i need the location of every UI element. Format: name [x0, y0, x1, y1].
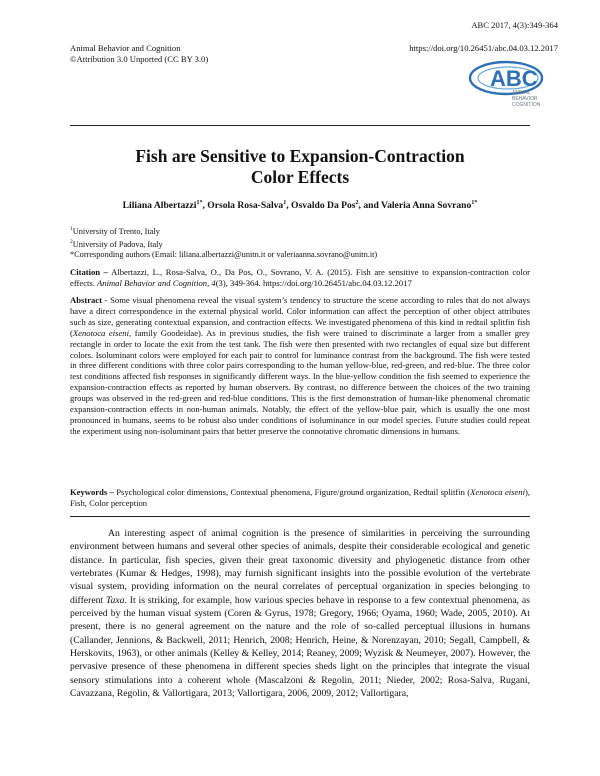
intro-text: An interesting aspect of animal cognition is the presence of similarities in perceiving the surrounding environment between humans and several other species of animals, despite their considerable ecological and genetic distance. In particular, fish species, given their great taxonomic diversity and phylogenetic distance from other vertebrates (Kumar & Hedges, 1998), may furnish significant insights into the possible evolution of the vertebrate visual system, providing information on the neural correlates of perceptual organization in species belonging to different [70, 528, 530, 606]
affiliation-text: University of Padova, Italy [72, 240, 163, 250]
author-affiliation-mark: 1* [471, 200, 478, 206]
abstract-text: - Some visual phenomena reveal the visual system’s tendency to structure the scene according to rules that do not always have a direct correspondence in the external physical world. Color information can affect the perception of other object attributes such as size, generating contextual expansion, and contraction effects. We investigated phenomena of this kind in redtail splitfin fish ( [70, 295, 530, 338]
title-line2: Color Effects [250, 167, 350, 187]
keywords-species: Xenotoca eiseni [470, 487, 525, 497]
keywords-text: Psychological color dimensions, Contextual phenomena, Figure/ground organization, Redtail splitfin ( [113, 487, 471, 497]
corresponding-authors: *Corresponding authors (Email: liliana.albertazzi@unitn.it or valeriaanna.sovrano@unitn.it) [70, 250, 378, 259]
abstract [70, 295, 530, 437]
affiliation-list [70, 224, 163, 251]
affiliation-mark: 2 [70, 239, 73, 246]
abstract-divider [70, 516, 530, 517]
journal-name: Animal Behavior and Cognition [70, 43, 181, 53]
doi-link[interactable]: https://doi.org/10.26451/abc.04.03.12.2017 [409, 43, 558, 53]
logo-line1: ANIMAL [512, 90, 531, 96]
paper-title [70, 146, 530, 188]
journal-reference: ABC 2017, 4(3):349-364 [471, 20, 558, 30]
author-separator: , [286, 200, 292, 212]
affiliation [70, 237, 163, 250]
intro-text-cont: . It is striking, for example, how various species behave in response to a few contextual phenomena, as perceived by the human visual system (Coren & Gyrus, 1978; Gregory, 1966; Oyama, 1960; Wade, 2005, 2010). At present, there is no general agreement on the nature and the role of so-called perceptual illusions in humans (Callander, Jennions, & Backwell, 2011; Henrich, 2008; Henrich, Heine, & Norenzayan, 2010; Segall, Campbell, & Herskovits, 1963), or other animals (Kelley & Kelley, 2014; Reaney, 2009; Wyzisk & Neumeyer, 2007). However, the pervasive presence of these phenomena in different species sheds light on the principles that integrate the visual sensory stimulations into a coherent whole (Mascalzoni & Regolin, 2011; Nieder, 2002; Rosa-Salva, Rugani, Cavazzana, Regolin, & Vallortigara, 2013; Vallortigara, 2006, 2009, 2012; Vallortigara, [70, 594, 530, 700]
header-divider [70, 125, 530, 126]
citation [70, 267, 530, 289]
logo-line2: BEHAVIOR [512, 96, 538, 102]
keywords-label: Keywords – [70, 487, 114, 497]
abstract-label: Abstract [70, 295, 102, 305]
logo-letters: ABC [490, 66, 538, 91]
intro-paragraph [70, 527, 530, 700]
affiliation [70, 224, 163, 237]
keywords [70, 487, 530, 509]
author-name: Valeria Anna Sovrano [381, 200, 472, 212]
title-line1: Fish are Sensitive to Expansion-Contraction [135, 146, 465, 166]
author-name: Osvaldo Da Pos [291, 200, 356, 212]
citation-label: Citation – [70, 267, 108, 277]
author-separator: , and [358, 200, 382, 212]
intro-taxa: Taxa [106, 594, 125, 606]
affiliation-text: University of Trento, Italy [72, 226, 160, 236]
author-separator: , [202, 200, 208, 212]
citation-journal: Animal Behavior and Cognition, 4 [97, 277, 216, 288]
abc-logo [468, 56, 560, 112]
keywords-text-cont: ), Fish, Color perception [70, 487, 530, 508]
abstract-text-cont: , family Goodeidae). As in previous studies, the fish were trained to discriminate a larger from a smaller grey rectangle in order to locate the exit from the test tank. The fish were then presented with two rectangles of equal size but different colors. Isoluminant colors were employed for each pair to control for luminance contrast from the background. The fish were tested in three different conditions with three color pairs corresponding to the human yellow-blue, red-green, and red-blue. The three color test conditions affected fish responses in significantly different ways. In the blue-yellow condition the fish seemed to experience the expansion-contraction effects as reported by human observers. By contrast, no difference between the choices of the two training groups was observed in the red-green and red-blue conditions. This is the first demonstration of human-like phenomenal chromatic expansion-contraction effects in non-human animals. Notably, the effect of the yellow-blue pair, which is usually the one most pronounced in humans, seems to be robust also under conditions of isoluminance in our model species. Future studies could repeat the experiment using non-isoluminant pairs that better preserve the connotative chromatic dimensions in humans. [70, 327, 530, 436]
author-name: Liliana Albertazzi [122, 200, 197, 212]
author-affiliation-mark: 2 [355, 200, 359, 206]
citation-text: Albertazzi, L., Rosa-Salva, O., Da Pos, O., Sovrano, V. A. (2015). Fish are sensitive to expansion-contraction color effects. [70, 267, 530, 288]
abstract-species: Xenotoca eiseni [72, 327, 129, 338]
license-text: ©Attribution 3.0 Unported (CC BY 3.0) [70, 54, 209, 64]
author-affiliation-mark: 1* [196, 200, 203, 206]
citation-tail: (3), 349-364. https://doi.org/10.26451/abc.04.03.12.2017 [215, 277, 412, 288]
author-name: Orsola Rosa-Salva [207, 200, 284, 212]
logo-line3: COGNITION [512, 102, 541, 108]
affiliation-mark: 1 [70, 226, 73, 232]
author-affiliation-mark: 1 [283, 200, 287, 206]
author-list [70, 200, 530, 211]
